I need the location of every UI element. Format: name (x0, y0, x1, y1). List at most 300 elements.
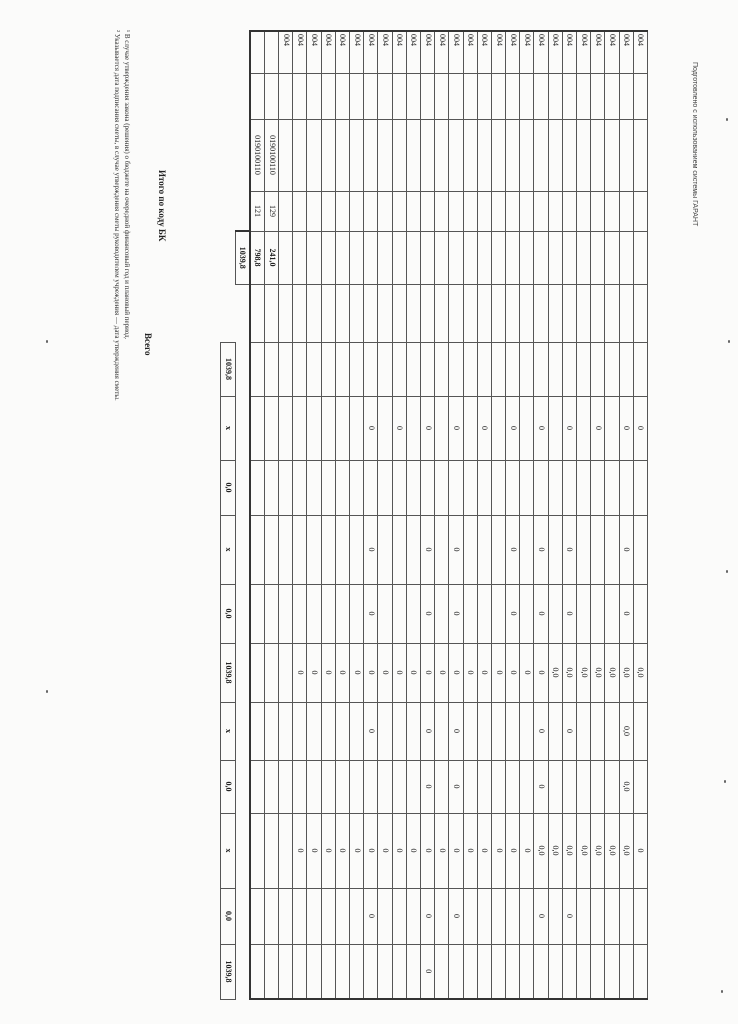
table-cell: 0 (633, 396, 647, 460)
code-cell: 004 (378, 31, 392, 73)
table-cell (350, 284, 364, 342)
table-cell (534, 342, 548, 396)
table-cell (548, 231, 562, 284)
table-cell: 0 (477, 643, 491, 702)
table-cell (591, 119, 605, 191)
table-cell (406, 119, 420, 191)
table-cell (520, 191, 534, 231)
table-cell (364, 119, 378, 191)
table-cell: 0 (364, 643, 378, 702)
table-cell (335, 460, 349, 515)
table-cell (406, 342, 420, 396)
table-cell: 0 (562, 702, 576, 760)
table-cell (264, 888, 278, 944)
table-cell (619, 191, 633, 231)
table-cell: 0 (392, 396, 406, 460)
table-cell: 0 (435, 643, 449, 702)
table-cell (392, 191, 406, 231)
table-cell (250, 342, 265, 396)
table-row (392, 31, 406, 999)
table-cell (421, 342, 435, 396)
table-cell (449, 73, 463, 119)
code-cell: 004 (633, 31, 647, 73)
table-cell (350, 231, 364, 284)
table-cell (491, 231, 505, 284)
table-cell (491, 944, 505, 999)
table-cell: 0 (619, 584, 633, 643)
table-cell (406, 73, 420, 119)
table-cell: 0 (449, 702, 463, 760)
table-cell: 0 (364, 702, 378, 760)
table-cell (406, 702, 420, 760)
table-cell: 0 (463, 813, 477, 888)
table-cell: 0 (534, 515, 548, 584)
table-cell (307, 231, 321, 284)
table-cell (350, 119, 364, 191)
table-cell (477, 702, 491, 760)
table-cell (605, 73, 619, 119)
table-cell (619, 888, 633, 944)
table-cell (605, 119, 619, 191)
table-cell: 0 (364, 888, 378, 944)
table-cell (591, 284, 605, 342)
table-cell (477, 515, 491, 584)
vsego-row (221, 31, 235, 999)
table-cell: 0,0 (534, 813, 548, 888)
table-row (520, 31, 534, 999)
table-cell (577, 231, 591, 284)
table-cell (307, 760, 321, 813)
table-cell (307, 584, 321, 643)
code-cell: 004 (491, 31, 505, 73)
total-cell: х (221, 813, 235, 888)
table-cell: 0 (534, 888, 548, 944)
code-cell: 004 (335, 31, 349, 73)
table-cell (548, 119, 562, 191)
table-cell (378, 73, 392, 119)
table-cell (619, 342, 633, 396)
table-cell (293, 888, 307, 944)
table-cell: 0 (534, 396, 548, 460)
table-cell (463, 888, 477, 944)
table-cell (406, 460, 420, 515)
table-cell (307, 888, 321, 944)
table-cell (364, 284, 378, 342)
table-cell (633, 515, 647, 584)
table-cell (335, 584, 349, 643)
table-cell: 0 (449, 515, 463, 584)
table-cell (491, 396, 505, 460)
table-cell (293, 119, 307, 191)
table-cell (421, 284, 435, 342)
table-cell (264, 460, 278, 515)
table-cell (463, 944, 477, 999)
table-cell (321, 119, 335, 191)
table-cell: 798,8 (250, 231, 265, 284)
table-cell: 0 (293, 643, 307, 702)
table-cell (534, 191, 548, 231)
table-cell (421, 119, 435, 191)
table-cell: 0 (591, 396, 605, 460)
code-cell: 004 (548, 31, 562, 73)
table-cell (562, 231, 576, 284)
total-cell: 0,0 (221, 460, 235, 515)
table-cell (264, 702, 278, 760)
itogo-label: Итого по коду БК (157, 170, 167, 242)
table-cell (392, 760, 406, 813)
code-cell (264, 31, 278, 73)
table-cell: 0,0 (577, 813, 591, 888)
table-cell (633, 231, 647, 284)
table-cell (335, 515, 349, 584)
table-cell (421, 73, 435, 119)
table-cell: 0 (421, 702, 435, 760)
table-cell: 0 (491, 813, 505, 888)
table-cell (463, 73, 477, 119)
code-cell: 004 (279, 31, 293, 73)
table-cell (350, 73, 364, 119)
table-cell (392, 119, 406, 191)
table-row (577, 31, 591, 999)
table-cell: 0 (562, 888, 576, 944)
table-cell (279, 643, 293, 702)
table-cell (307, 284, 321, 342)
table-cell: 0 (364, 396, 378, 460)
table-cell (350, 515, 364, 584)
table-cell (350, 191, 364, 231)
table-cell: 0 (421, 396, 435, 460)
table-cell: 0,0 (605, 813, 619, 888)
table-row (279, 31, 293, 999)
table-cell (520, 944, 534, 999)
scan-speck (46, 340, 48, 343)
vsego-label: Всего (143, 333, 153, 356)
table-cell: 0 (562, 515, 576, 584)
table-cell (307, 396, 321, 460)
table-cell: 0 (449, 584, 463, 643)
table-cell (633, 284, 647, 342)
table-cell (605, 888, 619, 944)
table-cell: 0 (506, 515, 520, 584)
table-cell (378, 515, 392, 584)
table-cell (506, 73, 520, 119)
table-cell (633, 460, 647, 515)
table-cell (250, 888, 265, 944)
table-cell (534, 119, 548, 191)
table-cell (392, 888, 406, 944)
table-cell (350, 702, 364, 760)
table-cell: 0 (321, 643, 335, 702)
table-cell (250, 944, 265, 999)
table-cell: 0,0 (619, 702, 633, 760)
table-row (534, 31, 548, 999)
table-cell (406, 888, 420, 944)
table-cell (392, 284, 406, 342)
table-cell (335, 396, 349, 460)
table-cell (449, 119, 463, 191)
table-cell (250, 584, 265, 643)
table-cell (520, 702, 534, 760)
table-cell (605, 760, 619, 813)
table-cell (250, 73, 265, 119)
table-cell: 0 (534, 702, 548, 760)
code-cell: 004 (534, 31, 548, 73)
table-cell (506, 760, 520, 813)
table-cell (350, 888, 364, 944)
table-cell (293, 702, 307, 760)
table-cell (378, 584, 392, 643)
table-cell (633, 702, 647, 760)
table-cell: 0 (506, 813, 520, 888)
table-cell (477, 73, 491, 119)
table-cell (293, 515, 307, 584)
table-cell (279, 813, 293, 888)
table-cell (321, 888, 335, 944)
table-cell: 0,0 (548, 813, 562, 888)
table-cell: 0 (562, 584, 576, 643)
code-cell: 004 (307, 31, 321, 73)
table-cell (435, 515, 449, 584)
table-row (350, 31, 364, 999)
table-cell: 0 (378, 813, 392, 888)
table-row (605, 31, 619, 999)
table-cell (534, 944, 548, 999)
table-cell: 0,0 (619, 643, 633, 702)
total-cell: 0,0 (221, 584, 235, 643)
table-cell (307, 460, 321, 515)
table-row (477, 31, 491, 999)
table-cell (449, 191, 463, 231)
table-cell (548, 702, 562, 760)
table-cell (506, 460, 520, 515)
table-cell (321, 515, 335, 584)
table-cell: 0 (307, 813, 321, 888)
table-cell (335, 702, 349, 760)
table-cell (406, 231, 420, 284)
scan-speck (724, 780, 726, 783)
table-cell (378, 119, 392, 191)
table-cell (577, 584, 591, 643)
table-cell (279, 231, 293, 284)
table-cell: 0,0 (577, 643, 591, 702)
table-cell (520, 396, 534, 460)
table-cell (548, 191, 562, 231)
table-cell (520, 231, 534, 284)
table-cell: 0,0 (562, 643, 576, 702)
table-cell: 0 (506, 396, 520, 460)
table-cell (307, 73, 321, 119)
table-cell (491, 342, 505, 396)
table-cell (350, 584, 364, 643)
table-cell (548, 342, 562, 396)
table-cell (279, 460, 293, 515)
table-cell (293, 73, 307, 119)
table-cell (378, 888, 392, 944)
table-cell (562, 73, 576, 119)
table-cell: 0 (307, 643, 321, 702)
table-row (406, 31, 420, 999)
table-cell (264, 584, 278, 643)
table-cell (378, 342, 392, 396)
table-cell (619, 944, 633, 999)
table-row (378, 31, 392, 999)
table-cell (548, 888, 562, 944)
table-cell (491, 119, 505, 191)
table-cell: 0 (392, 813, 406, 888)
table-cell (250, 813, 265, 888)
table-cell (335, 760, 349, 813)
table-cell (406, 944, 420, 999)
table-row (421, 31, 435, 999)
table-cell (633, 342, 647, 396)
table-cell (279, 342, 293, 396)
table-cell: 0 (350, 643, 364, 702)
total-cell: х (221, 396, 235, 460)
table-cell (321, 396, 335, 460)
table-cell (406, 760, 420, 813)
table-cell (449, 231, 463, 284)
table-cell (577, 119, 591, 191)
table-cell (335, 888, 349, 944)
table-cell (293, 584, 307, 643)
table-cell: 0 (449, 760, 463, 813)
table-cell (364, 944, 378, 999)
table-cell (562, 944, 576, 999)
table-cell (534, 460, 548, 515)
table-row (463, 31, 477, 999)
table-cell (591, 584, 605, 643)
table-cell: 0,0 (619, 813, 633, 888)
code-cell: 004 (350, 31, 364, 73)
table-cell: 0 (421, 584, 435, 643)
table-cell (577, 944, 591, 999)
code-cell: 004 (449, 31, 463, 73)
table-cell (435, 342, 449, 396)
total-cell: 0,0 (221, 760, 235, 813)
table-cell (633, 191, 647, 231)
table-cell: 0 (321, 813, 335, 888)
table-cell: 0 (477, 813, 491, 888)
table-cell (520, 284, 534, 342)
table-cell (378, 460, 392, 515)
table-cell (293, 284, 307, 342)
table-cell (307, 191, 321, 231)
table-cell: 0,0 (548, 643, 562, 702)
table-cell: 0,0 (633, 643, 647, 702)
table-cell (392, 584, 406, 643)
table-cell (491, 702, 505, 760)
table-cell: 0,0 (605, 643, 619, 702)
table-cell (619, 73, 633, 119)
table-cell (477, 191, 491, 231)
table-cell (364, 760, 378, 813)
table-cell (633, 760, 647, 813)
table-cell: 0 (406, 813, 420, 888)
table-cell (491, 515, 505, 584)
table-cell (506, 119, 520, 191)
table-row (250, 31, 265, 999)
table-cell (364, 342, 378, 396)
table-cell (250, 460, 265, 515)
table-row (321, 31, 335, 999)
table-cell (264, 284, 278, 342)
table-cell (463, 515, 477, 584)
table-cell (477, 888, 491, 944)
table-cell (435, 760, 449, 813)
table-cell (435, 584, 449, 643)
table-cell (293, 396, 307, 460)
table-cell (378, 284, 392, 342)
table-cell (491, 760, 505, 813)
table-cell (392, 702, 406, 760)
table-cell: 129 (264, 191, 278, 231)
table-cell (463, 284, 477, 342)
table-cell (520, 460, 534, 515)
table-cell (562, 460, 576, 515)
table-cell: 0 (562, 396, 576, 460)
table-cell (619, 284, 633, 342)
table-cell (435, 460, 449, 515)
table-cell (378, 396, 392, 460)
table-cell (463, 396, 477, 460)
table-cell (605, 460, 619, 515)
table-cell (392, 342, 406, 396)
table-cell (279, 119, 293, 191)
table-cell (463, 760, 477, 813)
footnotes (112, 30, 132, 401)
table-cell (406, 191, 420, 231)
table-cell (491, 191, 505, 231)
table-cell (335, 944, 349, 999)
table-cell (463, 342, 477, 396)
table-cell (321, 342, 335, 396)
table-cell (250, 760, 265, 813)
table-cell: 0 (421, 760, 435, 813)
scan-speck (728, 340, 730, 343)
table-cell (293, 460, 307, 515)
scan-speck (726, 118, 728, 121)
table-cell (364, 73, 378, 119)
table-cell (250, 643, 265, 702)
table-cell (264, 813, 278, 888)
table-cell (520, 119, 534, 191)
table-cell (591, 702, 605, 760)
table-cell (406, 584, 420, 643)
table-cell (449, 460, 463, 515)
table-cell (605, 231, 619, 284)
table-cell (605, 515, 619, 584)
table-cell (435, 944, 449, 999)
table-cell (264, 643, 278, 702)
table-cell (491, 73, 505, 119)
table-row (591, 31, 605, 999)
table-cell (591, 342, 605, 396)
table-cell (378, 944, 392, 999)
table-cell (250, 515, 265, 584)
table-cell (605, 702, 619, 760)
table-cell (435, 73, 449, 119)
table-cell (335, 231, 349, 284)
table-cell (520, 760, 534, 813)
table-cell (250, 284, 265, 342)
table-cell (279, 396, 293, 460)
table-cell: 0 (335, 813, 349, 888)
table-cell (577, 396, 591, 460)
table-cell (577, 284, 591, 342)
table-cell: 0 (633, 813, 647, 888)
table-cell (577, 515, 591, 584)
table-cell: 0 (421, 813, 435, 888)
